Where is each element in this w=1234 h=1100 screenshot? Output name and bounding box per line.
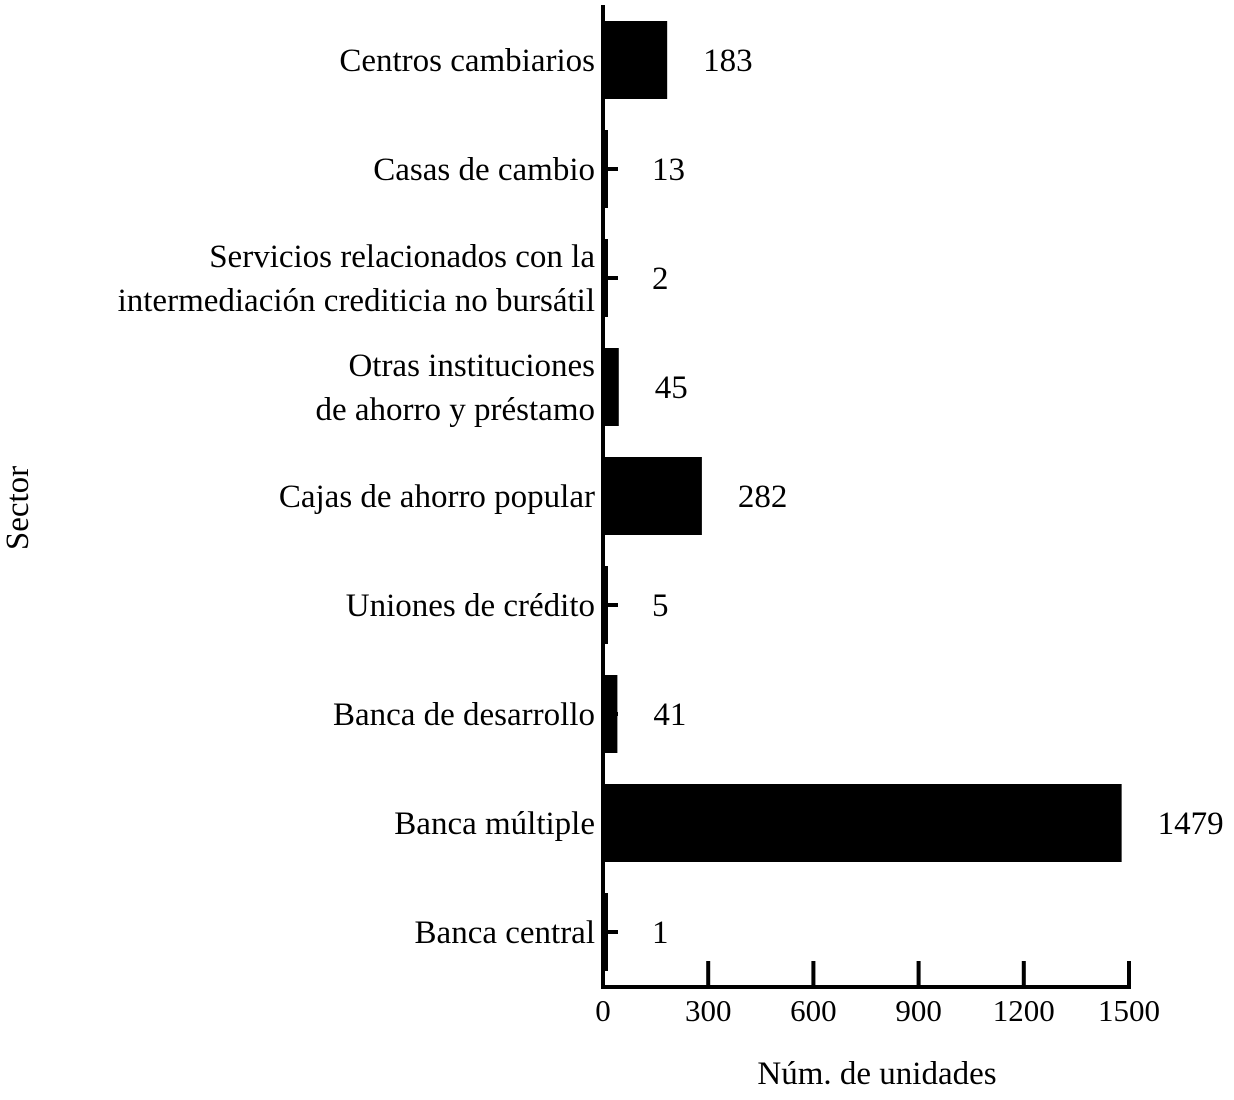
category-label [415,915,595,951]
value-label: 1 [652,915,669,951]
value-label: 13 [652,152,685,188]
category-label-line: Banca múltiple [394,806,595,842]
x-tick-label: 1500 [1098,993,1160,1028]
category-label [373,152,595,188]
y-axis-title: Sector [0,465,36,551]
category-label [339,43,595,79]
category-label-line: Banca de desarrollo [332,697,595,733]
bar [603,784,1122,862]
value-label: 1479 [1157,806,1224,842]
category-label-line: Servicios relacionados con la [209,239,595,275]
value-label: 2 [652,261,669,297]
category-label-line: Uniones de crédito [345,588,595,624]
value-label: 45 [654,370,688,406]
category-label [279,479,595,515]
value-label: 41 [653,697,687,733]
category-label [394,806,595,842]
category-label-line: Centros cambiarios [339,43,595,79]
x-tick-label: 600 [790,993,837,1028]
category-label-line: Banca central [414,915,595,951]
x-tick-label: 300 [684,993,732,1028]
category-label [333,697,595,733]
category-label [316,348,596,428]
category-label-line: Otras instituciones [348,348,595,384]
x-axis-title: Núm. de unidades [757,1056,997,1092]
category-label [118,239,596,319]
category-label-line: intermediación crediticia no bursátil [117,283,595,319]
category-label-line: Cajas de ahorro popular [278,479,595,515]
category-label [346,588,595,624]
x-tick-label: 0 [595,993,611,1028]
x-tick-label: 900 [895,993,942,1028]
value-label: 282 [737,479,788,515]
x-tick-label: 1200 [992,993,1055,1028]
category-label-line: de ahorro y préstamo [315,392,595,428]
value-label: 5 [652,588,669,624]
category-label-line: Casas de cambio [373,152,595,188]
value-label: 183 [703,43,753,79]
